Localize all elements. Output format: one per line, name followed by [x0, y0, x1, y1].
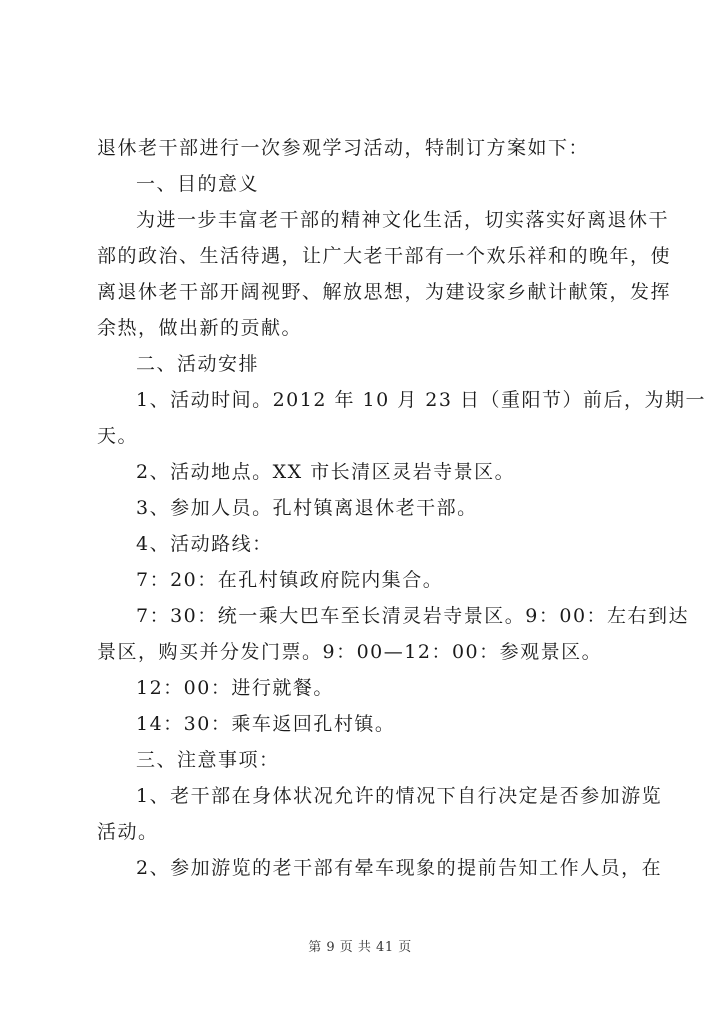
- paragraph-line: 2、参加游览的老干部有晕车现象的提前告知工作人员，在: [136, 857, 663, 879]
- page-number-footer: 第 9 页 共 41 页: [308, 940, 412, 955]
- paragraph-line: 3、参加人员。孔村镇离退休老干部。: [136, 497, 478, 519]
- paragraph-line: 2、活动地点。XX 市长清区灵岩寺景区。: [136, 461, 516, 483]
- paragraph-line: 1、活动时间。2012 年 10 月 23 日（重阳节）前后，为期一: [136, 389, 706, 411]
- paragraph-line: 离退休老干部开阔视野、解放思想，为建设家乡献计献策，发挥: [97, 281, 672, 303]
- paragraph-line: 4、活动路线：: [136, 533, 273, 555]
- paragraph-line: 余热，做出新的贡献。: [97, 317, 303, 339]
- paragraph-line: 7：30：统一乘大巴车至长清灵岩寺景区。9：00：左右到达: [136, 605, 690, 627]
- paragraph-line: 景区，购买并分发门票。9：00—12：00：参观景区。: [97, 641, 603, 663]
- paragraph-line: 为进一步丰富老干部的精神文化生活，切实落实好离退休干: [136, 209, 670, 231]
- paragraph-line: 12：00：进行就餐。: [136, 677, 334, 699]
- paragraph-line: 活动。: [97, 821, 159, 843]
- section-heading: 二、活动安排: [136, 353, 260, 375]
- paragraph-line: 1、老干部在身体状况允许的情况下自行决定是否参加游览: [136, 785, 663, 807]
- paragraph-line: 天。: [97, 425, 139, 447]
- section-heading: 三、注意事项：: [136, 749, 280, 771]
- document-body: [97, 130, 706, 886]
- paragraph-line: 14：30：乘车返回孔村镇。: [136, 713, 396, 735]
- paragraph-line: 退休老干部进行一次参观学习活动，特制订方案如下：: [97, 137, 590, 159]
- paragraph-line: 7：20：在孔村镇政府院内集合。: [136, 569, 444, 591]
- paragraph-line: 部的政治、生活待遇，让广大老干部有一个欢乐祥和的晚年，使: [97, 245, 672, 267]
- section-heading: 一、目的意义: [136, 173, 260, 195]
